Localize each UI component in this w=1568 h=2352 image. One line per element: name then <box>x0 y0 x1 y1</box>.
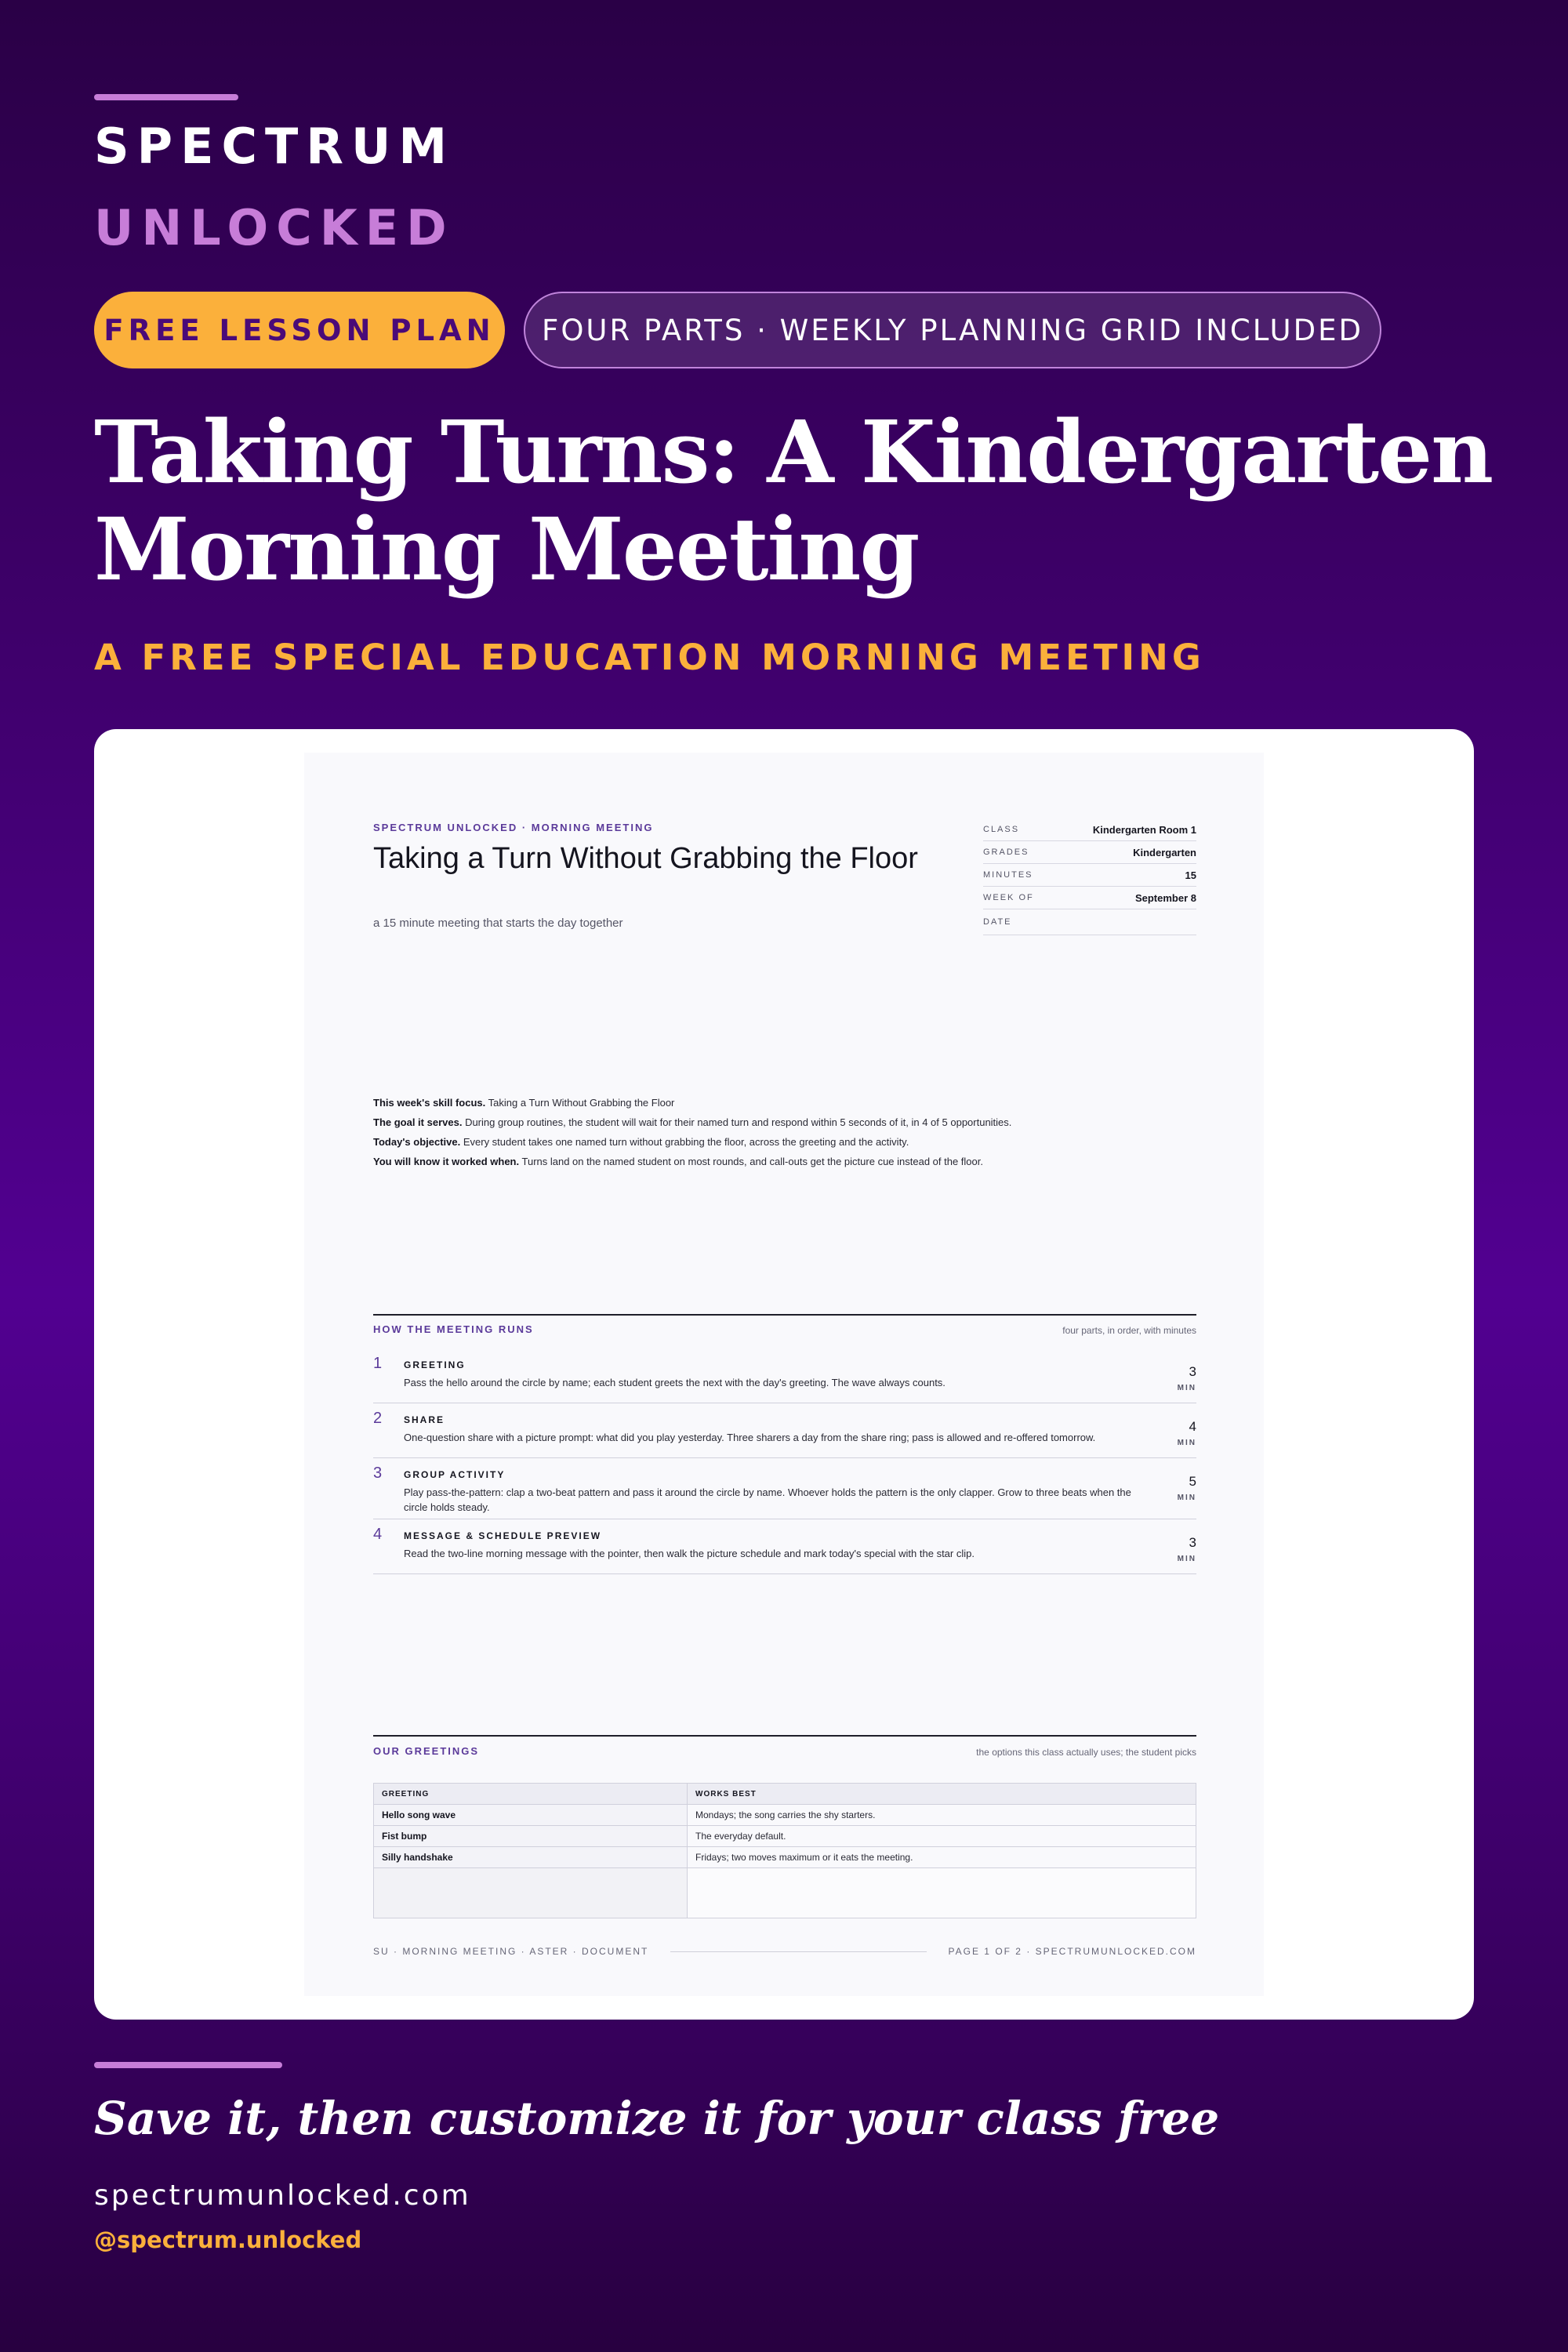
meeting-steps <box>373 1348 1196 1574</box>
step-minutes-unit: MIN <box>1177 1384 1196 1392</box>
meta-label: GRADES <box>983 848 1029 857</box>
step-name: MESSAGE & SCHEDULE PREVIEW <box>404 1530 602 1541</box>
table-row <box>374 1847 1196 1868</box>
step-number: 1 <box>373 1355 383 1372</box>
document-preview-card <box>94 729 1474 2020</box>
greeting-name: Hello song wave <box>374 1805 688 1826</box>
page-subhead: A FREE SPECIAL EDUCATION MORNING MEETING <box>94 637 1205 678</box>
meta-label: WEEK OF <box>983 893 1034 902</box>
doc-subtitle: a 15 minute meeting that starts the day together <box>373 916 623 930</box>
step-description: One-question share with a picture prompt: what did you play yesterday. Three sharers a day from the share ring; pass is allowed and re-offered tomorrow. <box>404 1432 1096 1443</box>
top-accent-bar <box>94 94 238 100</box>
step-minutes: 5 <box>1189 1474 1196 1489</box>
column-header: WORKS BEST <box>688 1784 1196 1805</box>
skill-focus-block <box>373 1093 1196 1171</box>
meeting-section-note: four parts, in order, with minutes <box>1062 1325 1196 1336</box>
footer-divider <box>670 1951 926 1952</box>
call-to-action: Save it, then customize it for your class free <box>94 2092 1220 2145</box>
focus-text: During group routines, the student will wait for their named turn and respond within 5 seconds of it, in 4 of 5 opportunities. <box>465 1116 1012 1128</box>
meta-value: Kindergarten <box>1133 846 1196 858</box>
meta-value: Kindergarten Room 1 <box>1092 823 1196 836</box>
step-description: Play pass-the-pattern: clap a two-beat pattern and pass it around the circle by name. Whoever holds the pattern is the only clapper. Grow to three beats when the circle holds steady. <box>404 1486 1131 1513</box>
step-number: 2 <box>373 1410 383 1427</box>
step-number: 4 <box>373 1526 383 1543</box>
focus-row <box>373 1112 1196 1132</box>
footer-right: PAGE 1 OF 2 · SPECTRUMUNLOCKED.COM <box>948 1946 1196 1957</box>
meeting-step <box>373 1458 1196 1519</box>
meta-row-grades <box>983 841 1196 864</box>
meta-row-minutes <box>983 864 1196 887</box>
meta-row-week <box>983 887 1196 909</box>
focus-row <box>373 1152 1196 1171</box>
table-row <box>374 1826 1196 1847</box>
focus-text: Turns land on the named student on most rounds, and call-outs get the picture cue instead of the floor. <box>521 1156 983 1167</box>
meta-label: CLASS <box>983 825 1020 834</box>
step-minutes: 3 <box>1189 1364 1196 1379</box>
step-name: SHARE <box>404 1414 445 1425</box>
step-name: GROUP ACTIVITY <box>404 1469 506 1480</box>
step-minutes-unit: MIN <box>1177 1439 1196 1447</box>
doc-footer <box>373 1946 1196 1957</box>
focus-label: Today's objective. <box>373 1136 461 1148</box>
greetings-table <box>373 1783 1196 1918</box>
footer-left: SU · MORNING MEETING · ASTER · DOCUMENT <box>373 1946 649 1957</box>
table-row-blank <box>374 1868 1196 1918</box>
meeting-step <box>373 1348 1196 1403</box>
greeting-name-blank <box>374 1868 688 1918</box>
brand-name: SPECTRUM <box>94 118 456 175</box>
greeting-note-blank <box>688 1868 1196 1918</box>
meeting-section-title: HOW THE MEETING RUNS <box>373 1323 534 1335</box>
focus-label: You will know it worked when. <box>373 1156 520 1167</box>
focus-row <box>373 1132 1196 1152</box>
step-description: Pass the hello around the circle by name; each student greets the next with the day's greeting. The wave always counts. <box>404 1377 946 1388</box>
doc-meta-table <box>983 818 1196 935</box>
greeting-note: Fridays; two moves maximum or it eats the meeting. <box>688 1847 1196 1868</box>
meeting-step <box>373 1403 1196 1458</box>
greeting-note: Mondays; the song carries the shy starters. <box>688 1805 1196 1826</box>
meta-label: DATE <box>983 917 1012 927</box>
section-divider <box>373 1735 1196 1737</box>
meta-row-date <box>983 909 1196 935</box>
greetings-section-note: the options this class actually uses; the student picks <box>976 1747 1196 1758</box>
greeting-note: The everyday default. <box>688 1826 1196 1847</box>
lesson-plan-document <box>304 753 1264 1996</box>
greeting-name: Silly handshake <box>374 1847 688 1868</box>
step-minutes: 3 <box>1189 1535 1196 1550</box>
greetings-header-row <box>374 1784 1196 1805</box>
meta-value: 15 <box>1185 869 1196 881</box>
doc-eyebrow: SPECTRUM UNLOCKED · MORNING MEETING <box>373 822 654 833</box>
bottom-accent-bar <box>94 2062 282 2068</box>
meta-label: MINUTES <box>983 870 1033 880</box>
greetings-section-title: OUR GREETINGS <box>373 1745 480 1757</box>
column-header: GREETING <box>374 1784 688 1805</box>
four-parts-badge: FOUR PARTS · WEEKLY PLANNING GRID INCLUDED <box>524 292 1381 368</box>
free-lesson-badge: FREE LESSON PLAN <box>94 292 505 368</box>
meta-row-class <box>983 818 1196 841</box>
website-link[interactable]: spectrumunlocked.com <box>94 2180 471 2212</box>
meta-value: September 8 <box>1134 891 1196 904</box>
step-number: 3 <box>373 1465 383 1482</box>
meeting-step <box>373 1519 1196 1574</box>
table-row <box>374 1805 1196 1826</box>
focus-row <box>373 1093 1196 1112</box>
focus-text: Taking a Turn Without Grabbing the Floor <box>488 1097 675 1109</box>
brand-tagline: UNLOCKED <box>94 199 455 256</box>
step-description: Read the two-line morning message with the pointer, then walk the picture schedule and mark today's special with the star clip. <box>404 1548 975 1559</box>
step-minutes-unit: MIN <box>1177 1494 1196 1502</box>
step-minutes: 4 <box>1189 1419 1196 1434</box>
focus-label: The goal it serves. <box>373 1116 463 1128</box>
step-name: GREETING <box>404 1359 466 1370</box>
focus-text: Every student takes one named turn without grabbing the floor, across the greeting and the activity. <box>463 1136 909 1148</box>
greeting-name: Fist bump <box>374 1826 688 1847</box>
section-divider <box>373 1314 1196 1316</box>
page-headline: Taking Turns: A Kindergarten Morning Meeting <box>94 401 1493 600</box>
focus-label: This week's skill focus. <box>373 1097 486 1109</box>
doc-title: Taking a Turn Without Grabbing the Floor <box>373 842 918 875</box>
social-handle[interactable]: @spectrum.unlocked <box>94 2227 362 2253</box>
step-minutes-unit: MIN <box>1177 1555 1196 1563</box>
